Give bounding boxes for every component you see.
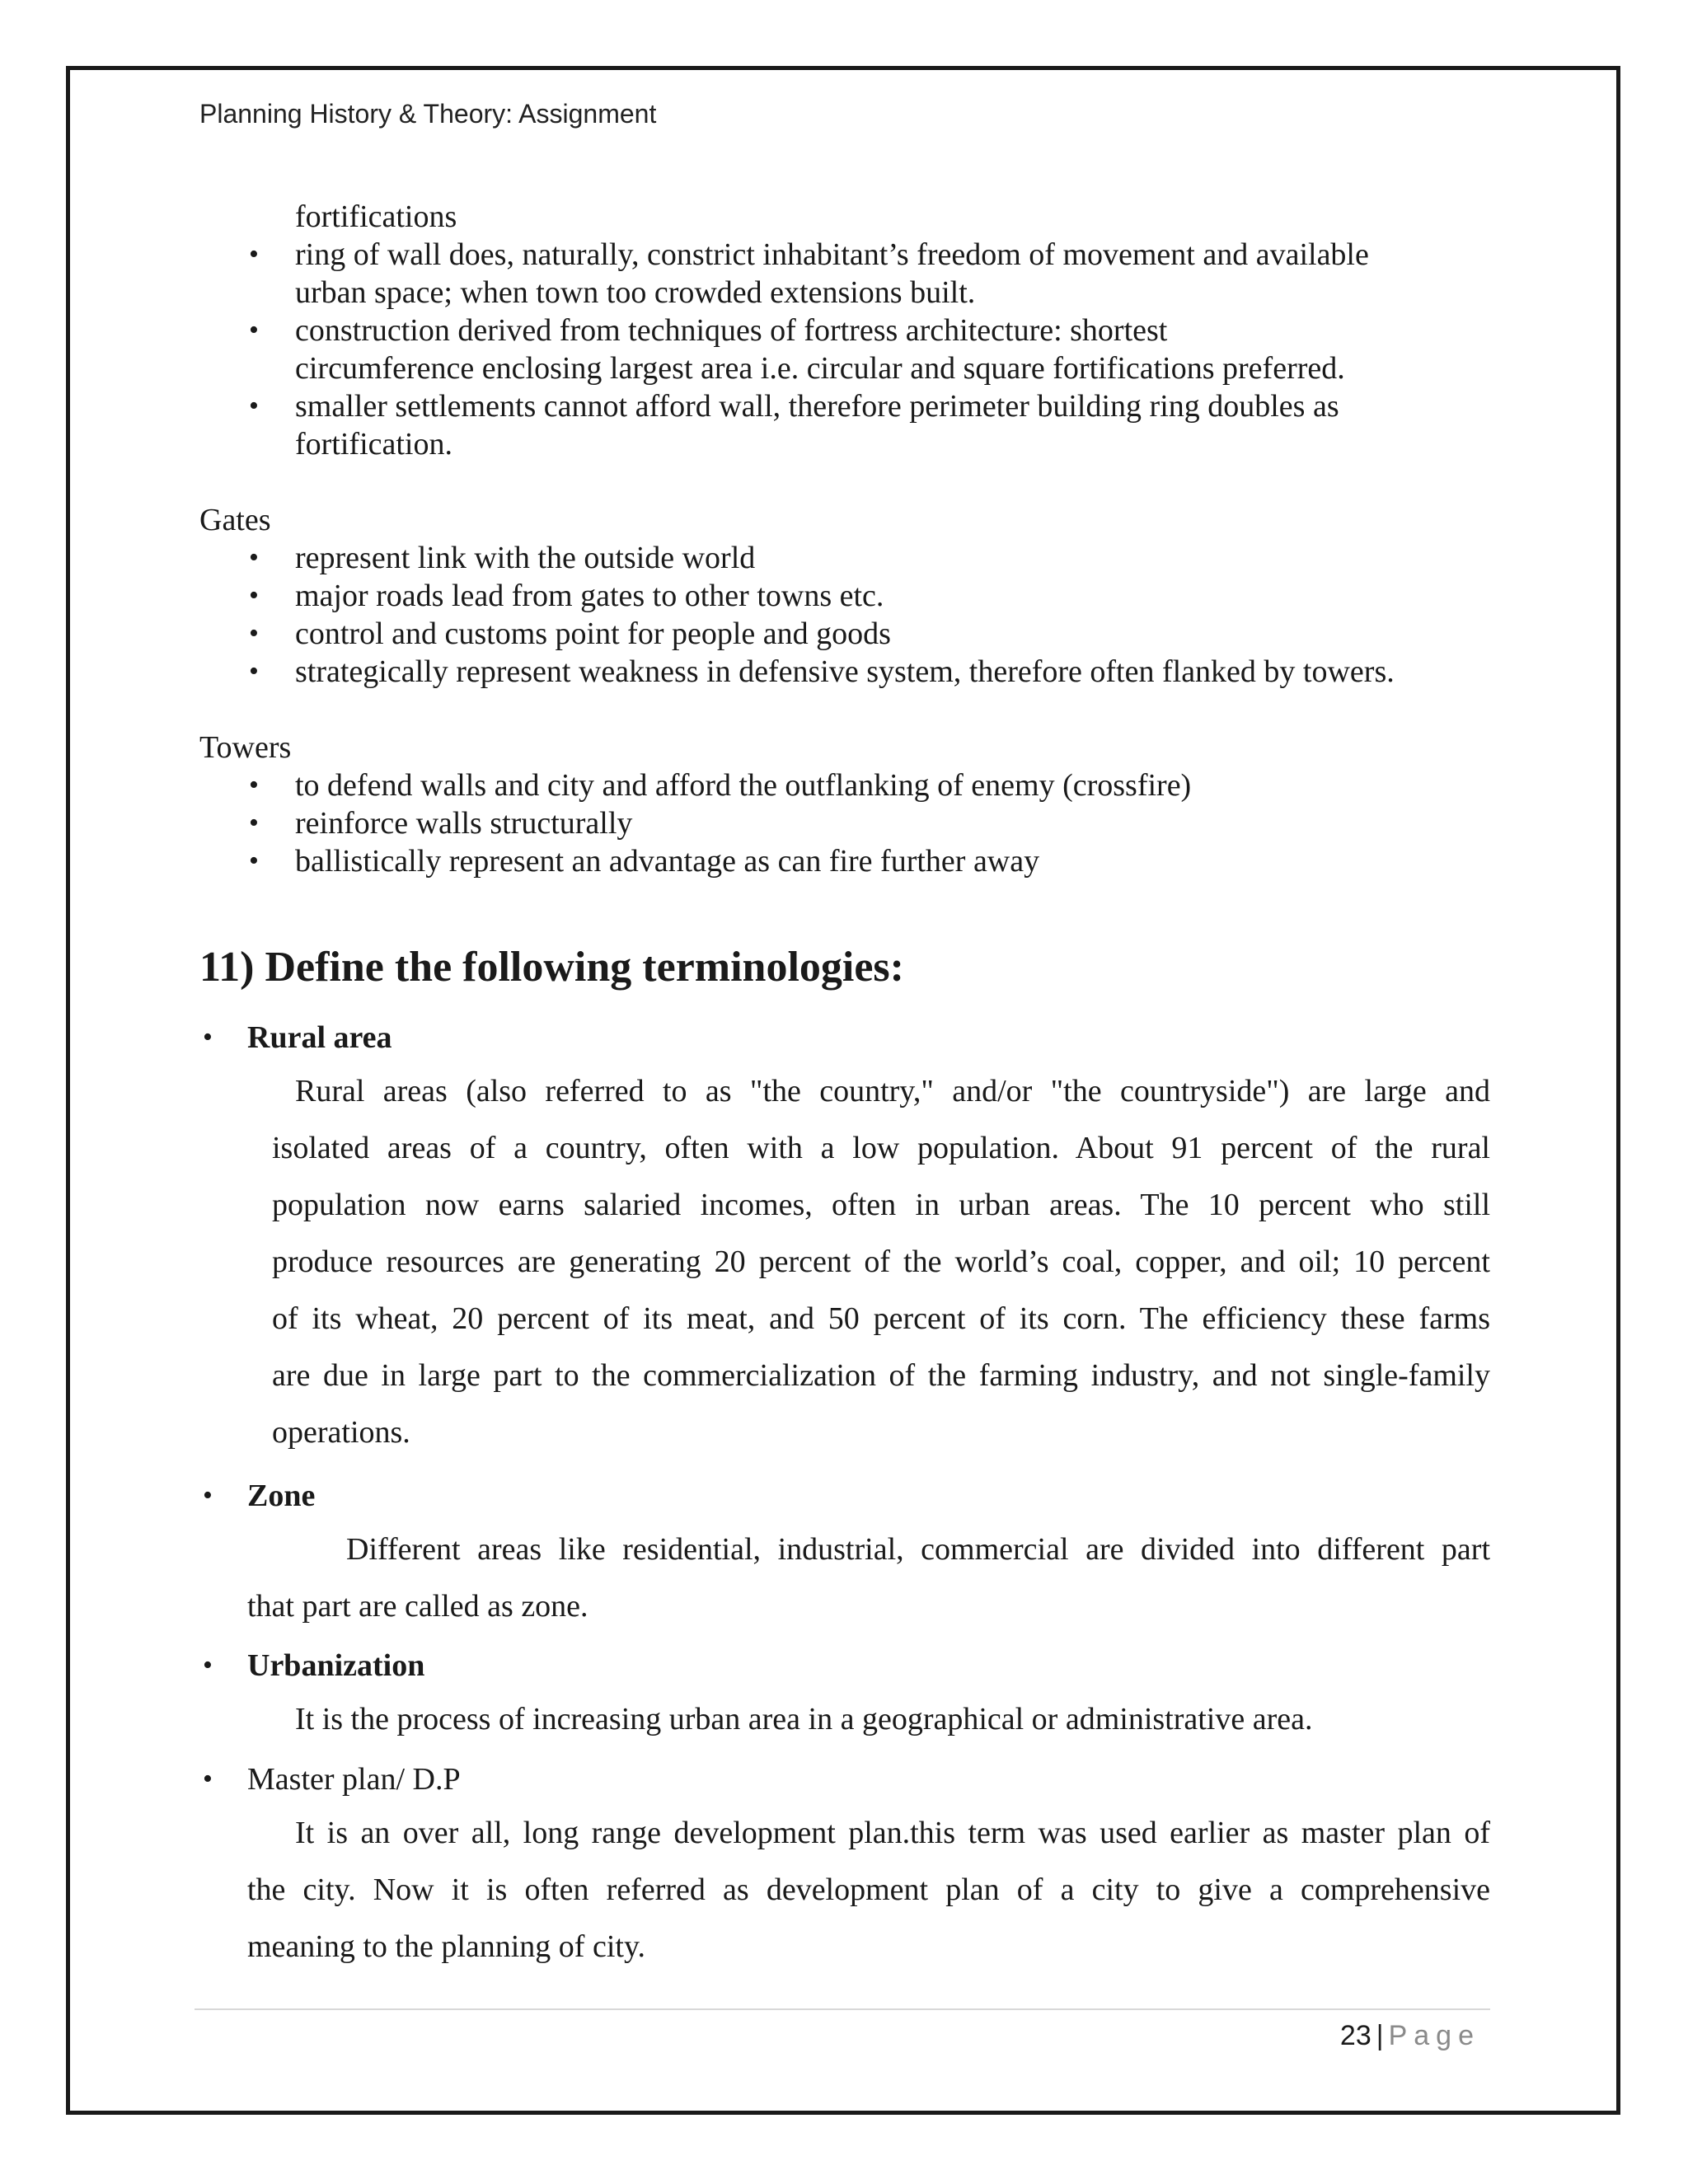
footer-separator: | xyxy=(1376,2020,1384,2051)
definition-line: population now earns salaried incomes, often in urban areas. The 10 percent who still xyxy=(272,1188,1490,1222)
definition-line: It is an over all, long range development plan.this term was used earlier as master plan of xyxy=(295,1816,1490,1850)
list-continuation: fortifications xyxy=(295,199,457,234)
footer-divider xyxy=(195,2008,1490,2010)
definition-line: produce resources are generating 20 percent of the world’s coal, copper, and oil; 10 percent xyxy=(272,1244,1490,1279)
list-item-line: major roads lead from gates to other towns etc. xyxy=(295,579,884,613)
bullet-icon: • xyxy=(249,770,259,800)
list-item-line: control and customs point for people and goods xyxy=(295,616,891,651)
list-item-line: ballistically represent an advantage as can fire further away xyxy=(295,844,1040,879)
section-heading: 11) Define the following terminologies: xyxy=(199,944,904,991)
term-title: Urbanization xyxy=(247,1648,425,1683)
towers-label: Towers xyxy=(199,730,292,765)
term-definition xyxy=(247,1521,1490,1635)
page-footer xyxy=(1340,2018,1480,2054)
term-definition xyxy=(247,1691,1490,1748)
definition-line: of its wheat, 20 percent of its meat, and 50 percent of its corn. The efficiency these farms xyxy=(272,1301,1490,1336)
list-item-line: construction derived from techniques of fortress architecture: shortest xyxy=(295,313,1168,348)
definition-line: that part are called as zone. xyxy=(247,1589,588,1624)
definition-line: Rural areas (also referred to as "the country," and/or "the countryside") are large and xyxy=(295,1074,1490,1108)
term-definition xyxy=(272,1063,1490,1461)
bullet-icon: • xyxy=(203,1650,213,1680)
bullet-icon: • xyxy=(249,846,259,876)
page-label: Page xyxy=(1388,2020,1480,2051)
bullet-icon: • xyxy=(249,391,259,421)
bullet-icon: • xyxy=(203,1022,213,1052)
page-number: 23 xyxy=(1339,2020,1372,2051)
definition-line: It is the process of increasing urban area in a geographical or administrative area. xyxy=(295,1702,1313,1736)
list-item-line: represent link with the outside world xyxy=(295,541,756,575)
term-definition xyxy=(247,1805,1490,1975)
list-item-line: strategically represent weakness in defensive system, therefore often flanked by towers. xyxy=(295,654,1395,689)
bullet-icon: • xyxy=(203,1764,213,1794)
bullet-icon: • xyxy=(249,808,259,838)
term-title: Rural area xyxy=(247,1020,392,1055)
list-item-line: reinforce walls structurally xyxy=(295,806,633,841)
definition-line: isolated areas of a country, often with a low population. About 91 percent of the rural xyxy=(272,1131,1490,1165)
bullet-icon: • xyxy=(249,618,259,649)
bullet-icon: • xyxy=(249,542,259,573)
bullet-icon: • xyxy=(249,315,259,345)
list-item-line: circumference enclosing largest area i.e. circular and square fortifications preferred. xyxy=(295,351,1345,386)
definition-line: are due in large part to the commercialization of the farming industry, and not single-family xyxy=(272,1358,1490,1393)
bullet-icon: • xyxy=(249,239,259,269)
list-item-line: to defend walls and city and afford the outflanking of enemy (crossfire) xyxy=(295,768,1192,803)
definition-line: operations. xyxy=(272,1415,410,1450)
list-item-line: ring of wall does, naturally, constrict inhabitant’s freedom of movement and available xyxy=(295,237,1369,272)
term-title: Zone xyxy=(247,1479,316,1513)
list-item-line: fortification. xyxy=(295,427,452,462)
list-item-line: smaller settlements cannot afford wall, therefore perimeter building ring doubles as xyxy=(295,389,1339,424)
bullet-icon: • xyxy=(203,1480,213,1511)
definition-line: meaning to the planning of city. xyxy=(247,1929,645,1964)
list-item-line: urban space; when town too crowded extensions built. xyxy=(295,275,976,310)
definition-line: the city. Now it is often referred as development plan of a city to give a comprehensive xyxy=(247,1872,1490,1907)
bullet-icon: • xyxy=(249,656,259,687)
bullet-icon: • xyxy=(249,580,259,611)
term-title: Master plan/ D.P xyxy=(247,1762,461,1797)
page-header: Planning History & Theory: Assignment xyxy=(199,99,657,129)
definition-line: Different areas like residential, industrial, commercial are divided into different part xyxy=(346,1532,1490,1567)
gates-label: Gates xyxy=(199,503,271,537)
